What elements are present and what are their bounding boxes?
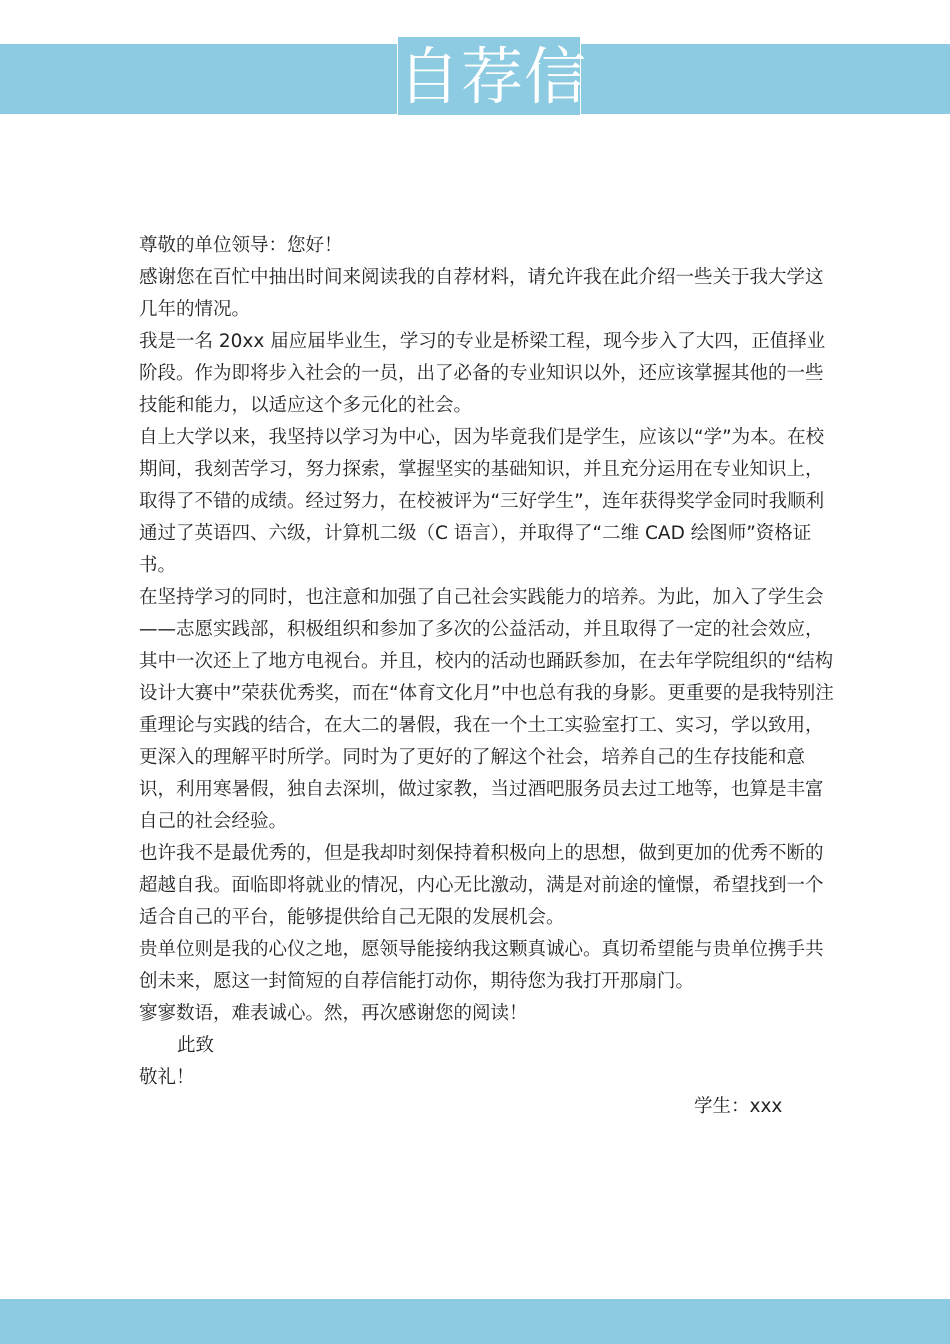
regards: 敬礼！	[139, 1067, 195, 1088]
paragraph-intro: 感谢您在百忙中抽出时间来阅读我的自荐材料，请允许我在此介绍一些关于我大学这几年的情况。	[139, 267, 824, 320]
closing: 此致	[177, 1035, 215, 1056]
paragraph-background: 我是一名 20xx 届应届毕业生，学习的专业是桥梁工程，现今步入了大四，正值择业阶段。作为即将步入社会的一员，出了必备的专业知识以外，还应该掌握其他的一些技能和能力，以适应这个多元化的社会。	[139, 331, 826, 416]
paragraph-thanks: 寥寥数语，难表诚心。然，再次感谢您的阅读！	[139, 1003, 528, 1024]
paragraph-study: 自上大学以来，我坚持以学习为中心，因为毕竟我们是学生，应该以“学”为本。在校期间，我刻苦学习，努力探索，掌握坚实的基础知识，并且充分运用在专业知识上，取得了不错的成绩。经过努力，在校被评为“三好学生”，连年获得奖学金同时我顺利通过了英语四、六级，计算机二级（C 语言），并取得了“二维 CAD 绘图师”资格证书。	[139, 427, 825, 576]
salutation: 尊敬的单位领导：您好！	[139, 235, 343, 256]
footer-band	[0, 1299, 950, 1344]
paragraph-aspiration: 也许我不是最优秀的，但是我却时刻保持着积极向上的思想，做到更加的优秀不断的超越自我。面临即将就业的情况，内心无比激动，满是对前途的憧憬，希望找到一个适合自己的平台，能够提供给自己无限的发展机会。	[139, 843, 824, 928]
signature: 学生：xxx	[694, 1096, 783, 1117]
paragraph-wish: 贵单位则是我的心仪之地，愿领导能接纳我这颗真诚心。真切希望能与贵单位携手共创未来，愿这一封简短的自荐信能打动你，期待您为我打开那扇门。	[139, 939, 824, 992]
letter-body	[139, 230, 839, 1094]
paragraph-practice: 在坚持学习的同时，也注意和加强了自己社会实践能力的培养。为此，加入了学生会——志愿实践部，积极组织和参加了多次的公益活动，并且取得了一定的社会效应，其中一次还上了地方电视台。并且，校内的活动也踊跃参加，在去年学院组织的“结构设计大赛中”荣获优秀奖，而在“体育文化月”中也总有我的身影。更重要的是我特别注重理论与实践的结合，在大二的暑假，我在一个土工实验室打工、实习，学以致用，更深入的理解平时所学。同时为了更好的了解这个社会，培养自己的生存技能和意识，利用寒暑假，独自去深圳，做过家教，当过酒吧服务员去过工地等，也算是丰富自己的社会经验。	[139, 587, 834, 832]
page-title: 自荐信	[397, 36, 581, 116]
